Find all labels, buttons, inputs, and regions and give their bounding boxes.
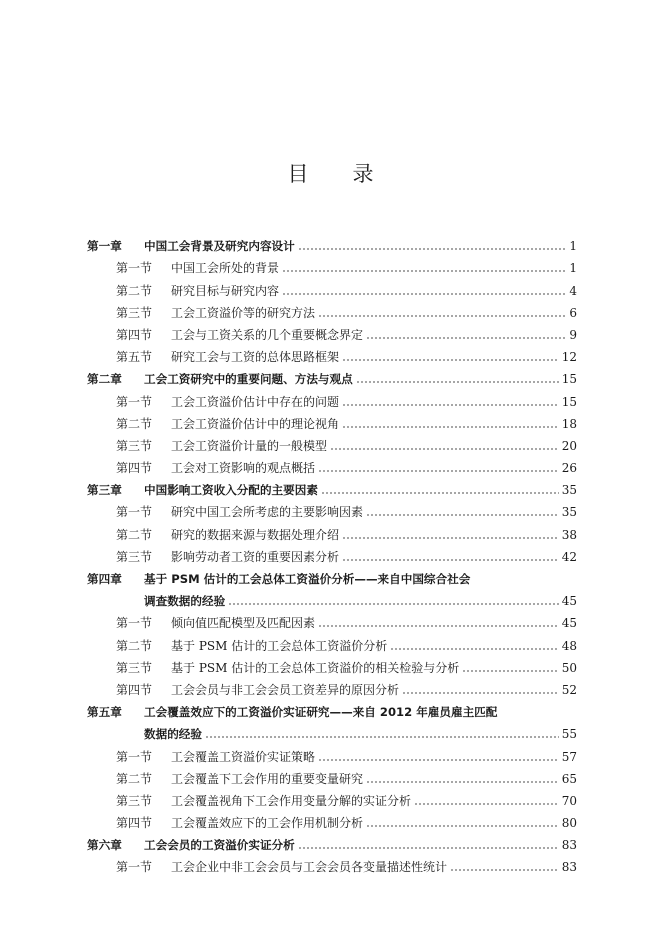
- leader-dots: [356, 381, 559, 383]
- toc-section-entry[interactable]: [87, 409, 577, 431]
- leader-dots: [342, 359, 559, 361]
- entry-page-number: 35: [561, 483, 577, 498]
- leader-dots: [298, 248, 567, 250]
- toc-section-entry[interactable]: [87, 497, 577, 519]
- entry-page-number: 50: [561, 660, 577, 675]
- entry-number: 第三节: [116, 305, 153, 320]
- toc-section-entry[interactable]: [87, 386, 577, 408]
- entry-number: 第四章: [87, 572, 122, 586]
- toc-section-entry[interactable]: [87, 764, 577, 786]
- toc-section-entry[interactable]: [87, 808, 577, 830]
- toc-section-entry[interactable]: [87, 519, 577, 541]
- toc-section-entry[interactable]: [87, 852, 577, 874]
- entry-page-number: 55: [561, 727, 577, 742]
- entry-page-number: 45: [561, 594, 577, 609]
- entry-page-number: 48: [561, 638, 577, 653]
- entry-number: 第二章: [87, 372, 122, 387]
- page-title: [0, 158, 661, 188]
- entry-number: 第二节: [116, 416, 153, 431]
- toc-section-entry[interactable]: [87, 298, 577, 320]
- entry-title: 工会覆盖视角下工会作用变量分解的实证分析: [171, 793, 412, 808]
- entry-number: 第一节: [116, 860, 153, 875]
- entry-page-number: 26: [561, 461, 577, 476]
- entry-title: 研究中国工会所考虑的主要影响因素: [171, 505, 364, 520]
- entry-page-number: 9: [569, 327, 577, 342]
- entry-page-number: 83: [561, 860, 577, 875]
- entry-title: 工会会员与非工会会员工资差异的原因分析: [171, 682, 400, 697]
- entry-page-number: 38: [561, 527, 577, 542]
- entry-title: 工会企业中非工会会员与工会会员各变量描述性统计: [171, 860, 448, 875]
- entry-title: 工会覆盖下工会作用的重要变量研究: [171, 771, 364, 786]
- entry-page-number: 80: [561, 816, 577, 831]
- entry-number: 第三节: [116, 660, 153, 675]
- entry-title: 工会对工资影响的观点概括: [171, 461, 316, 476]
- entry-title: 中国工会所处的背景: [171, 261, 280, 276]
- entry-number: 第四节: [116, 461, 153, 476]
- entry-title: 工会工资研究中的重要问题、方法与观点: [144, 372, 353, 387]
- entry-title: 工会工资溢价等的研究方法: [171, 305, 316, 320]
- leader-dots: [282, 270, 566, 272]
- entry-number: 第一节: [116, 394, 153, 409]
- entry-title: 工会覆盖效应下的工会作用机制分析: [171, 816, 364, 831]
- entry-title: 工会与工资关系的几个重要概念界定: [171, 327, 364, 342]
- toc-section-entry[interactable]: [87, 275, 577, 297]
- leader-dots: [318, 470, 559, 472]
- toc-section-entry[interactable]: [87, 675, 577, 697]
- leader-dots: [228, 603, 559, 605]
- entry-number: 第三章: [87, 483, 122, 498]
- toc-chapter-entry[interactable]: [87, 231, 577, 253]
- entry-title: 工会工资溢价估计中存在的问题: [171, 394, 340, 409]
- entry-title: 影响劳动者工资的重要因素分析: [171, 549, 340, 564]
- entry-page-number: 45: [561, 616, 577, 631]
- leader-dots: [330, 448, 559, 450]
- toc-section-entry[interactable]: [87, 320, 577, 342]
- toc-section-entry[interactable]: [87, 253, 577, 275]
- entry-page-number: 12: [561, 350, 577, 365]
- entry-title: 研究目标与研究内容: [171, 283, 280, 298]
- entry-page-number: 15: [561, 372, 577, 387]
- toc-section-entry[interactable]: [87, 453, 577, 475]
- entry-title: 工会工资溢价计量的一般模型: [171, 438, 328, 453]
- leader-dots: [402, 692, 559, 694]
- toc-section-entry[interactable]: [87, 741, 577, 763]
- entry-page-number: 52: [561, 682, 577, 697]
- toc-section-entry[interactable]: [87, 342, 577, 364]
- entry-number: 第一节: [116, 261, 153, 276]
- entry-number: 第二节: [116, 283, 153, 298]
- entry-title: 中国影响工资收入分配的主要因素: [144, 483, 318, 498]
- leader-dots: [318, 759, 559, 761]
- leader-dots: [205, 736, 559, 738]
- toc-chapter-entry[interactable]: [87, 697, 577, 719]
- entry-title-continuation: 调查数据的经验: [144, 594, 226, 609]
- entry-title: 工会工资溢价估计中的理论视角: [171, 416, 340, 431]
- entry-title: 基于 PSM 估计的工会总体工资溢价分析: [171, 638, 388, 653]
- toc-chapter-entry-continuation: [87, 719, 577, 741]
- entry-page-number: 18: [561, 416, 577, 431]
- leader-dots: [414, 803, 559, 805]
- entry-number: 第四节: [116, 816, 153, 831]
- leader-dots: [342, 404, 559, 406]
- entry-number: 第四节: [116, 682, 153, 697]
- entry-title: 研究工会与工资的总体思路框架: [171, 350, 340, 365]
- leader-dots: [366, 514, 559, 516]
- entry-title: 研究的数据来源与数据处理介绍: [171, 527, 340, 542]
- toc-chapter-entry-continuation: [87, 586, 577, 608]
- entry-page-number: 4: [569, 283, 577, 298]
- entry-number: 第三节: [116, 793, 153, 808]
- entry-page-number: 42: [561, 549, 577, 564]
- entry-title: 倾向值匹配模型及匹配因素: [171, 616, 316, 631]
- entry-title: 中国工会背景及研究内容设计: [144, 239, 295, 254]
- leader-dots: [366, 337, 566, 339]
- entry-number: 第四节: [116, 327, 153, 342]
- toc-section-entry[interactable]: [87, 786, 577, 808]
- leader-dots: [366, 825, 559, 827]
- entry-page-number: 15: [561, 394, 577, 409]
- toc-chapter-entry[interactable]: [87, 564, 577, 586]
- entry-title: 工会覆盖工资溢价实证策略: [171, 749, 316, 764]
- toc-chapter-entry[interactable]: [87, 475, 577, 497]
- entry-number: 第五章: [87, 705, 122, 720]
- entry-title: 工会会员的工资溢价实证分析: [144, 838, 295, 853]
- leader-dots: [342, 537, 559, 539]
- entry-page-number: 57: [561, 749, 577, 764]
- entry-number: 第五节: [116, 350, 153, 365]
- table-of-contents: [87, 231, 577, 874]
- leader-dots: [366, 781, 559, 783]
- entry-number: 第三节: [116, 549, 153, 564]
- leader-dots: [390, 648, 559, 650]
- leader-dots: [282, 293, 566, 295]
- leader-dots: [318, 625, 559, 627]
- entry-title: 基于 PSM 估计的工会总体工资溢价的相关检验与分析: [171, 660, 460, 675]
- toc-chapter-entry[interactable]: [87, 830, 577, 852]
- entry-number: 第二节: [116, 771, 153, 786]
- toc-section-entry[interactable]: [87, 542, 577, 564]
- entry-page-number: 6: [569, 305, 577, 320]
- leader-dots: [321, 492, 559, 494]
- entry-page-number: 65: [561, 771, 577, 786]
- entry-title: 基于 PSM 估计的工会总体工资溢价分析——来自中国综合社会: [144, 572, 471, 586]
- toc-section-entry[interactable]: [87, 608, 577, 630]
- entry-number: 第一节: [116, 505, 153, 520]
- toc-section-entry[interactable]: [87, 653, 577, 675]
- entry-number: 第六章: [87, 838, 122, 853]
- entry-number: 第二节: [116, 638, 153, 653]
- toc-chapter-entry[interactable]: [87, 364, 577, 386]
- leader-dots: [318, 315, 566, 317]
- leader-dots: [450, 869, 559, 871]
- entry-page-number: 70: [561, 793, 577, 808]
- entry-number: 第一节: [116, 616, 153, 631]
- leader-dots: [342, 559, 559, 561]
- entry-number: 第一节: [116, 749, 153, 764]
- entry-title: 工会覆盖效应下的工资溢价实证研究——来自 2012 年雇员雇主匹配: [144, 705, 498, 720]
- entry-page-number: 1: [569, 239, 577, 254]
- page-title-right: 录: [352, 162, 374, 186]
- toc-section-entry[interactable]: [87, 630, 577, 652]
- entry-page-number: 1: [569, 261, 577, 276]
- entry-page-number: 20: [561, 438, 577, 453]
- leader-dots: [462, 670, 559, 672]
- entry-number: 第二节: [116, 527, 153, 542]
- entry-number: 第三节: [116, 438, 153, 453]
- entry-number: 第一章: [87, 239, 122, 254]
- entry-page-number: 83: [561, 838, 577, 853]
- leader-dots: [342, 426, 559, 428]
- entry-title-continuation: 数据的经验: [144, 727, 202, 742]
- page-title-left: 目: [287, 162, 309, 186]
- toc-section-entry[interactable]: [87, 431, 577, 453]
- entry-page-number: 35: [561, 505, 577, 520]
- leader-dots: [298, 847, 559, 849]
